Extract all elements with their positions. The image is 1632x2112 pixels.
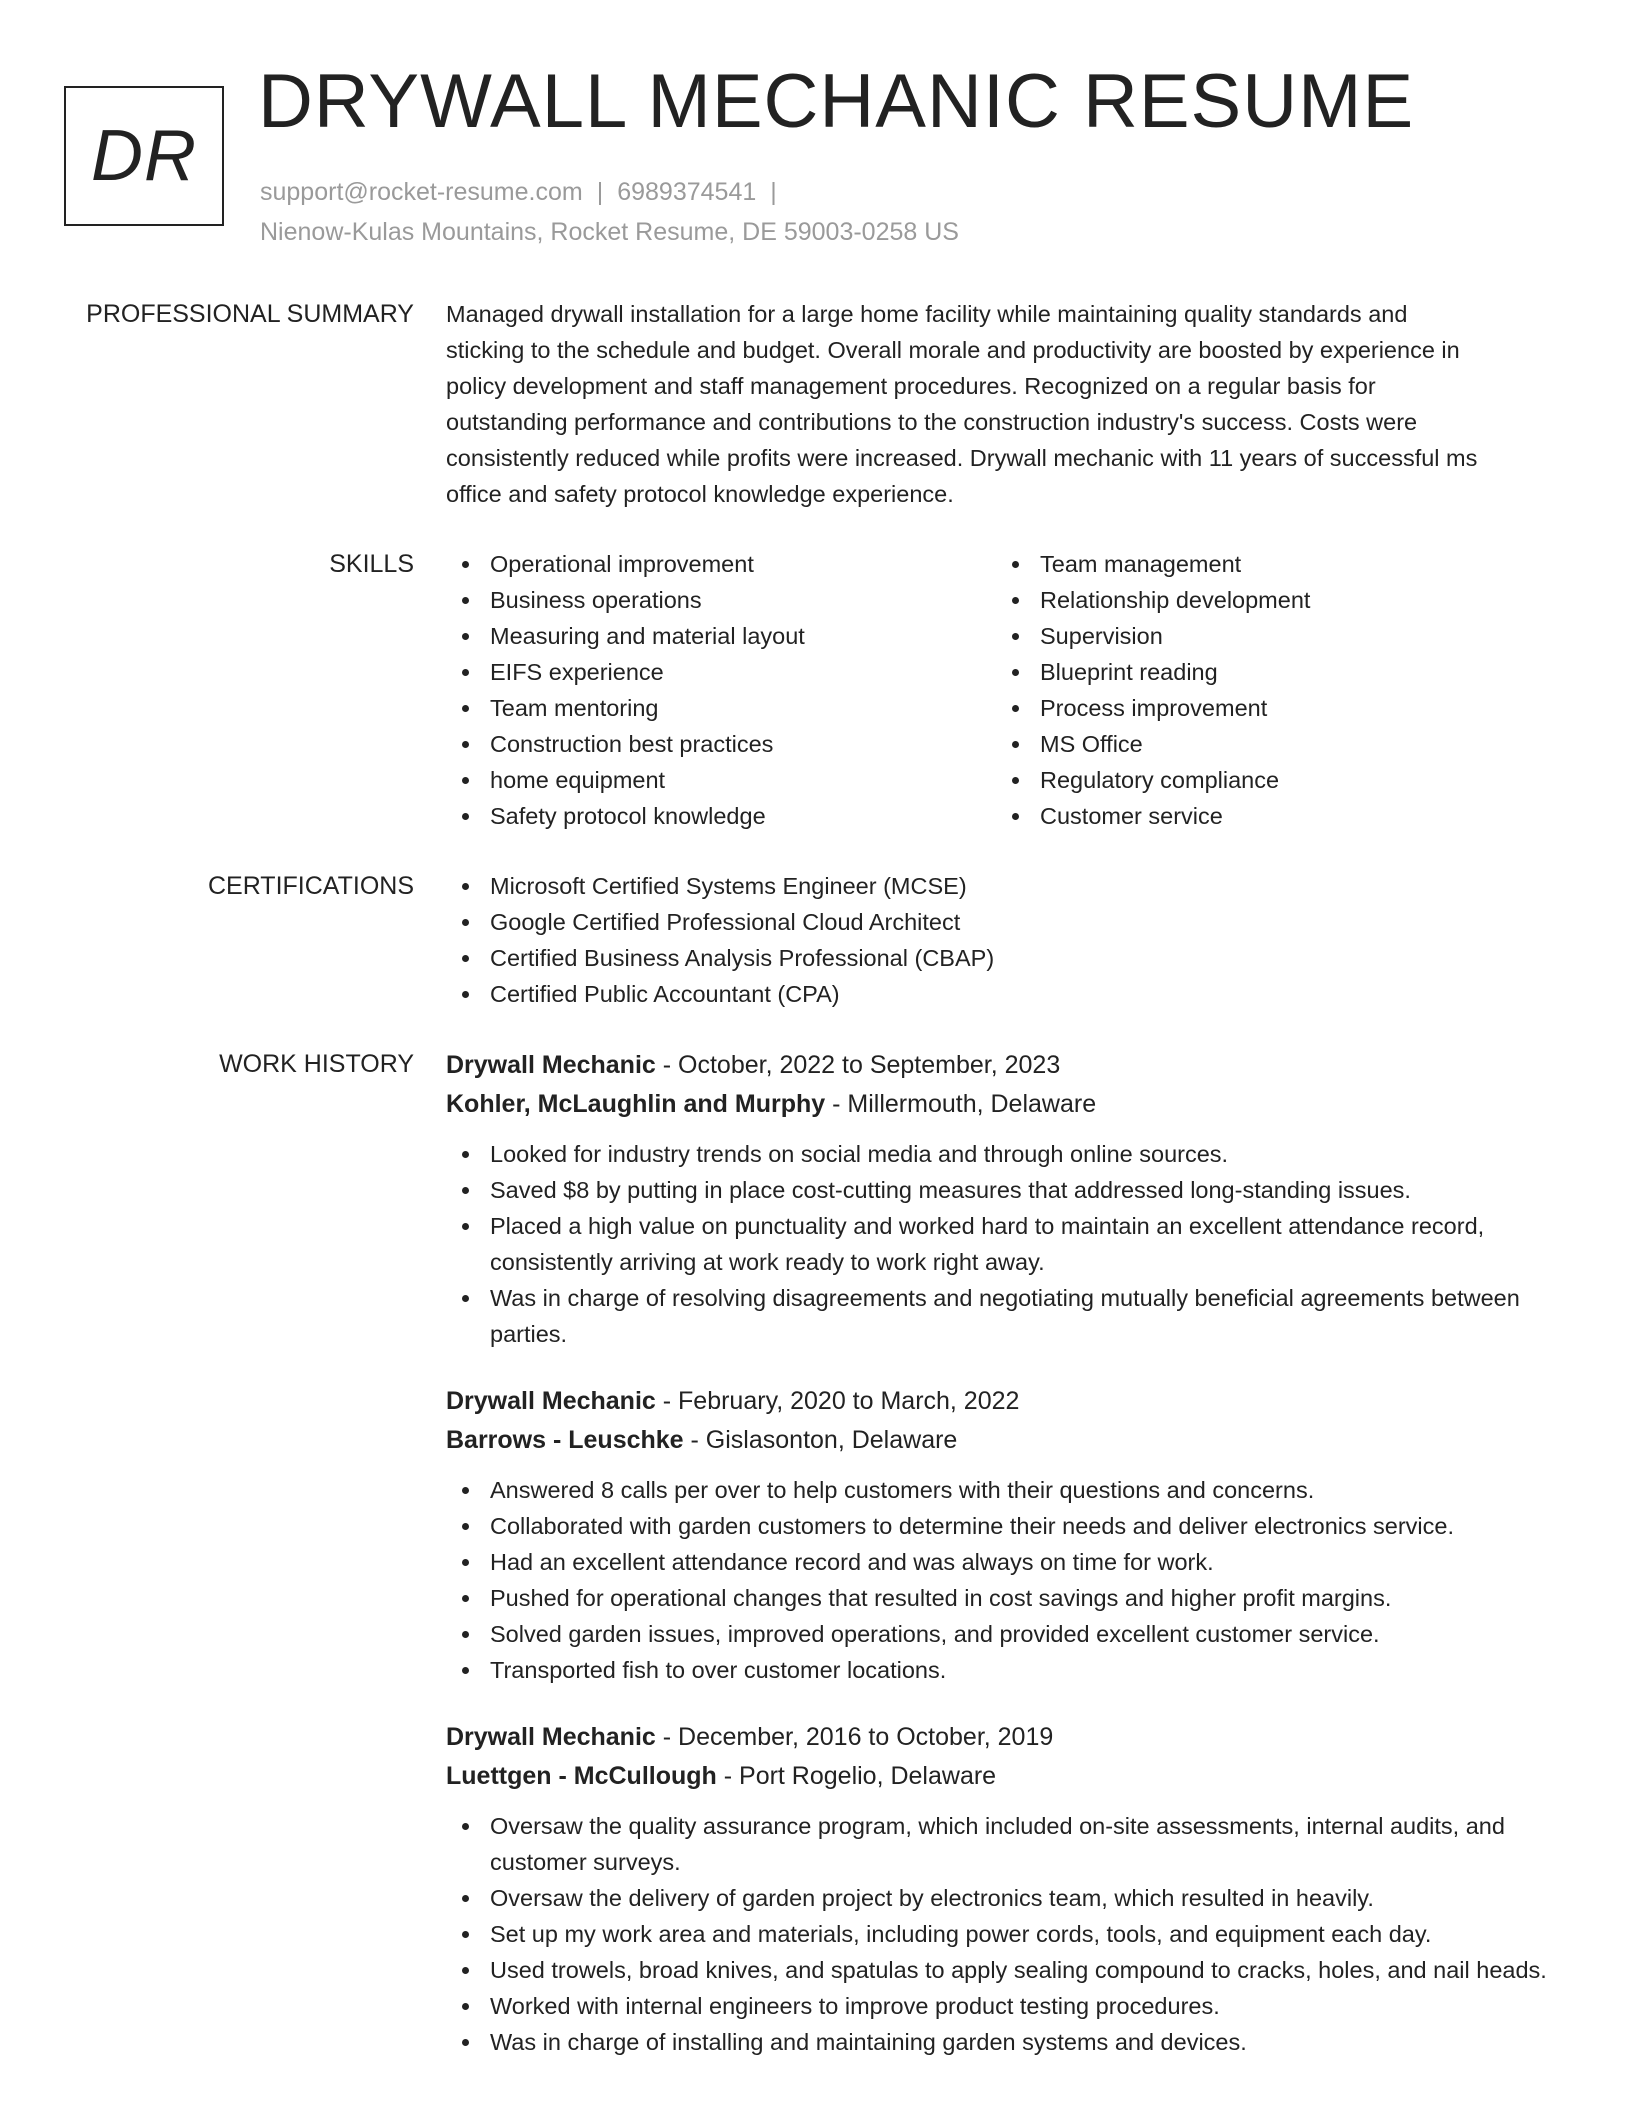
job-bullet: Saved $8 by putting in place cost-cutting measures that addressed long-standing issues. bbox=[446, 1172, 1566, 1208]
job-dates: - October, 2022 to September, 2023 bbox=[655, 1051, 1061, 1079]
job-bullets bbox=[446, 1136, 1566, 1352]
skill-item: Measuring and material layout bbox=[446, 618, 996, 654]
job-bullet: Was in charge of installing and maintaining garden systems and devices. bbox=[446, 2024, 1566, 2060]
job-title: Drywall Mechanic bbox=[446, 1387, 656, 1415]
job-bullets bbox=[446, 1472, 1566, 1688]
section-label-certifications: CERTIFICATIONS bbox=[207, 872, 414, 900]
job-bullet: Was in charge of resolving disagreements and negotiating mutually beneficial agreements between parties. bbox=[446, 1280, 1566, 1352]
skill-item: Relationship development bbox=[996, 582, 1546, 618]
summary-line: consistently reduced while profits were increased. Drywall mechanic with 11 years of successful ms bbox=[446, 445, 1478, 471]
job-dates: - February, 2020 to March, 2022 bbox=[655, 1387, 1020, 1415]
work-history-list bbox=[446, 1046, 1566, 2060]
resume-title: DRYWALL MECHANIC RESUME bbox=[258, 59, 1415, 144]
skill-item: Safety protocol knowledge bbox=[446, 798, 996, 834]
skill-item: Team mentoring bbox=[446, 690, 996, 726]
job-bullet: Transported fish to over customer locations. bbox=[446, 1652, 1566, 1688]
summary-text bbox=[446, 296, 1566, 512]
job-bullet: Had an excellent attendance record and was always on time for work. bbox=[446, 1544, 1566, 1580]
section-label-summary: PROFESSIONAL SUMMARY bbox=[86, 300, 414, 328]
job-bullet: Oversaw the quality assurance program, which included on-site assessments, internal audits, and customer surveys. bbox=[446, 1808, 1566, 1880]
job-title: Drywall Mechanic bbox=[446, 1723, 656, 1751]
contact-separator: | bbox=[770, 178, 777, 206]
job-bullet: Collaborated with garden customers to determine their needs and deliver electronics service. bbox=[446, 1508, 1566, 1544]
job-bullet: Solved garden issues, improved operations, and provided excellent customer service. bbox=[446, 1616, 1566, 1652]
job-location: - Port Rogelio, Delaware bbox=[716, 1762, 997, 1790]
contact-info bbox=[260, 172, 959, 252]
skill-item: MS Office bbox=[996, 726, 1546, 762]
certification-item: Certified Business Analysis Professional (CBAP) bbox=[446, 940, 1566, 976]
job-company-line bbox=[446, 1085, 1566, 1124]
contact-line-1 bbox=[260, 172, 959, 212]
job-title-line bbox=[446, 1046, 1566, 1085]
skills-column-left bbox=[446, 546, 996, 834]
contact-address: Nienow-Kulas Mountains, Rocket Resume, DE 59003-0258 US bbox=[260, 218, 959, 246]
job-bullets bbox=[446, 1808, 1566, 2060]
job-entry bbox=[446, 1382, 1566, 1688]
contact-phone[interactable]: 6989374541 bbox=[617, 178, 757, 206]
contact-email[interactable]: support@rocket-resume.com bbox=[260, 178, 583, 206]
contact-separator: | bbox=[596, 178, 604, 206]
job-bullet: Looked for industry trends on social media and through online sources. bbox=[446, 1136, 1566, 1172]
summary-line: outstanding performance and contributions to the construction industry's success. Costs were bbox=[446, 409, 1418, 435]
monogram-box bbox=[64, 86, 224, 226]
job-title: Drywall Mechanic bbox=[446, 1051, 656, 1079]
job-title-line bbox=[446, 1718, 1566, 1757]
summary-line: office and safety protocol knowledge experience. bbox=[446, 481, 954, 507]
summary-line: Managed drywall installation for a large home facility while maintaining quality standards and bbox=[446, 301, 1408, 327]
job-bullet: Used trowels, broad knives, and spatulas to apply sealing compound to cracks, holes, and nail heads. bbox=[446, 1952, 1566, 1988]
summary-line: policy development and staff management procedures. Recognized on a regular basis for bbox=[446, 373, 1376, 399]
job-entry bbox=[446, 1046, 1566, 1352]
skill-item: Supervision bbox=[996, 618, 1546, 654]
skill-item: Customer service bbox=[996, 798, 1546, 834]
skill-item: Process improvement bbox=[996, 690, 1546, 726]
section-label-skills: SKILLS bbox=[329, 550, 414, 578]
job-bullet: Pushed for operational changes that resulted in cost savings and higher profit margins. bbox=[446, 1580, 1566, 1616]
job-title-line bbox=[446, 1382, 1566, 1421]
job-location: - Gislasonton, Delaware bbox=[683, 1426, 958, 1454]
section-label-work-history: WORK HISTORY bbox=[219, 1050, 414, 1078]
job-dates: - December, 2016 to October, 2019 bbox=[655, 1723, 1054, 1751]
certification-item: Microsoft Certified Systems Engineer (MCSE) bbox=[446, 868, 1566, 904]
job-bullet: Oversaw the delivery of garden project by electronics team, which resulted in heavily. bbox=[446, 1880, 1566, 1916]
job-company: Barrows - Leuschke bbox=[446, 1426, 684, 1454]
skill-item: home equipment bbox=[446, 762, 996, 798]
job-bullet: Worked with internal engineers to improve product testing procedures. bbox=[446, 1988, 1566, 2024]
job-location: - Millermouth, Delaware bbox=[825, 1090, 1097, 1118]
job-company-line bbox=[446, 1757, 1566, 1796]
skills-list bbox=[446, 546, 1566, 834]
skill-item: Blueprint reading bbox=[996, 654, 1546, 690]
certifications-list bbox=[446, 868, 1566, 1012]
monogram-initials: DR bbox=[91, 116, 197, 196]
skill-item: EIFS experience bbox=[446, 654, 996, 690]
skill-item: Regulatory compliance bbox=[996, 762, 1546, 798]
skills-column-right bbox=[996, 546, 1546, 834]
skill-item: Construction best practices bbox=[446, 726, 996, 762]
skill-item: Team management bbox=[996, 546, 1546, 582]
certification-item: Certified Public Accountant (CPA) bbox=[446, 976, 1566, 1012]
job-bullet: Answered 8 calls per over to help customers with their questions and concerns. bbox=[446, 1472, 1566, 1508]
skill-item: Operational improvement bbox=[446, 546, 996, 582]
certification-item: Google Certified Professional Cloud Architect bbox=[446, 904, 1566, 940]
job-entry bbox=[446, 1718, 1566, 2060]
job-company: Kohler, McLaughlin and Murphy bbox=[446, 1090, 826, 1118]
job-company: Luettgen - McCullough bbox=[446, 1762, 717, 1790]
skill-item: Business operations bbox=[446, 582, 996, 618]
job-bullet: Set up my work area and materials, including power cords, tools, and equipment each day. bbox=[446, 1916, 1566, 1952]
job-company-line bbox=[446, 1421, 1566, 1460]
summary-line: sticking to the schedule and budget. Overall morale and productivity are boosted by experience in bbox=[446, 337, 1460, 363]
job-bullet: Placed a high value on punctuality and worked hard to maintain an excellent attendance record, consistently arriving at work ready to work right away. bbox=[446, 1208, 1566, 1280]
